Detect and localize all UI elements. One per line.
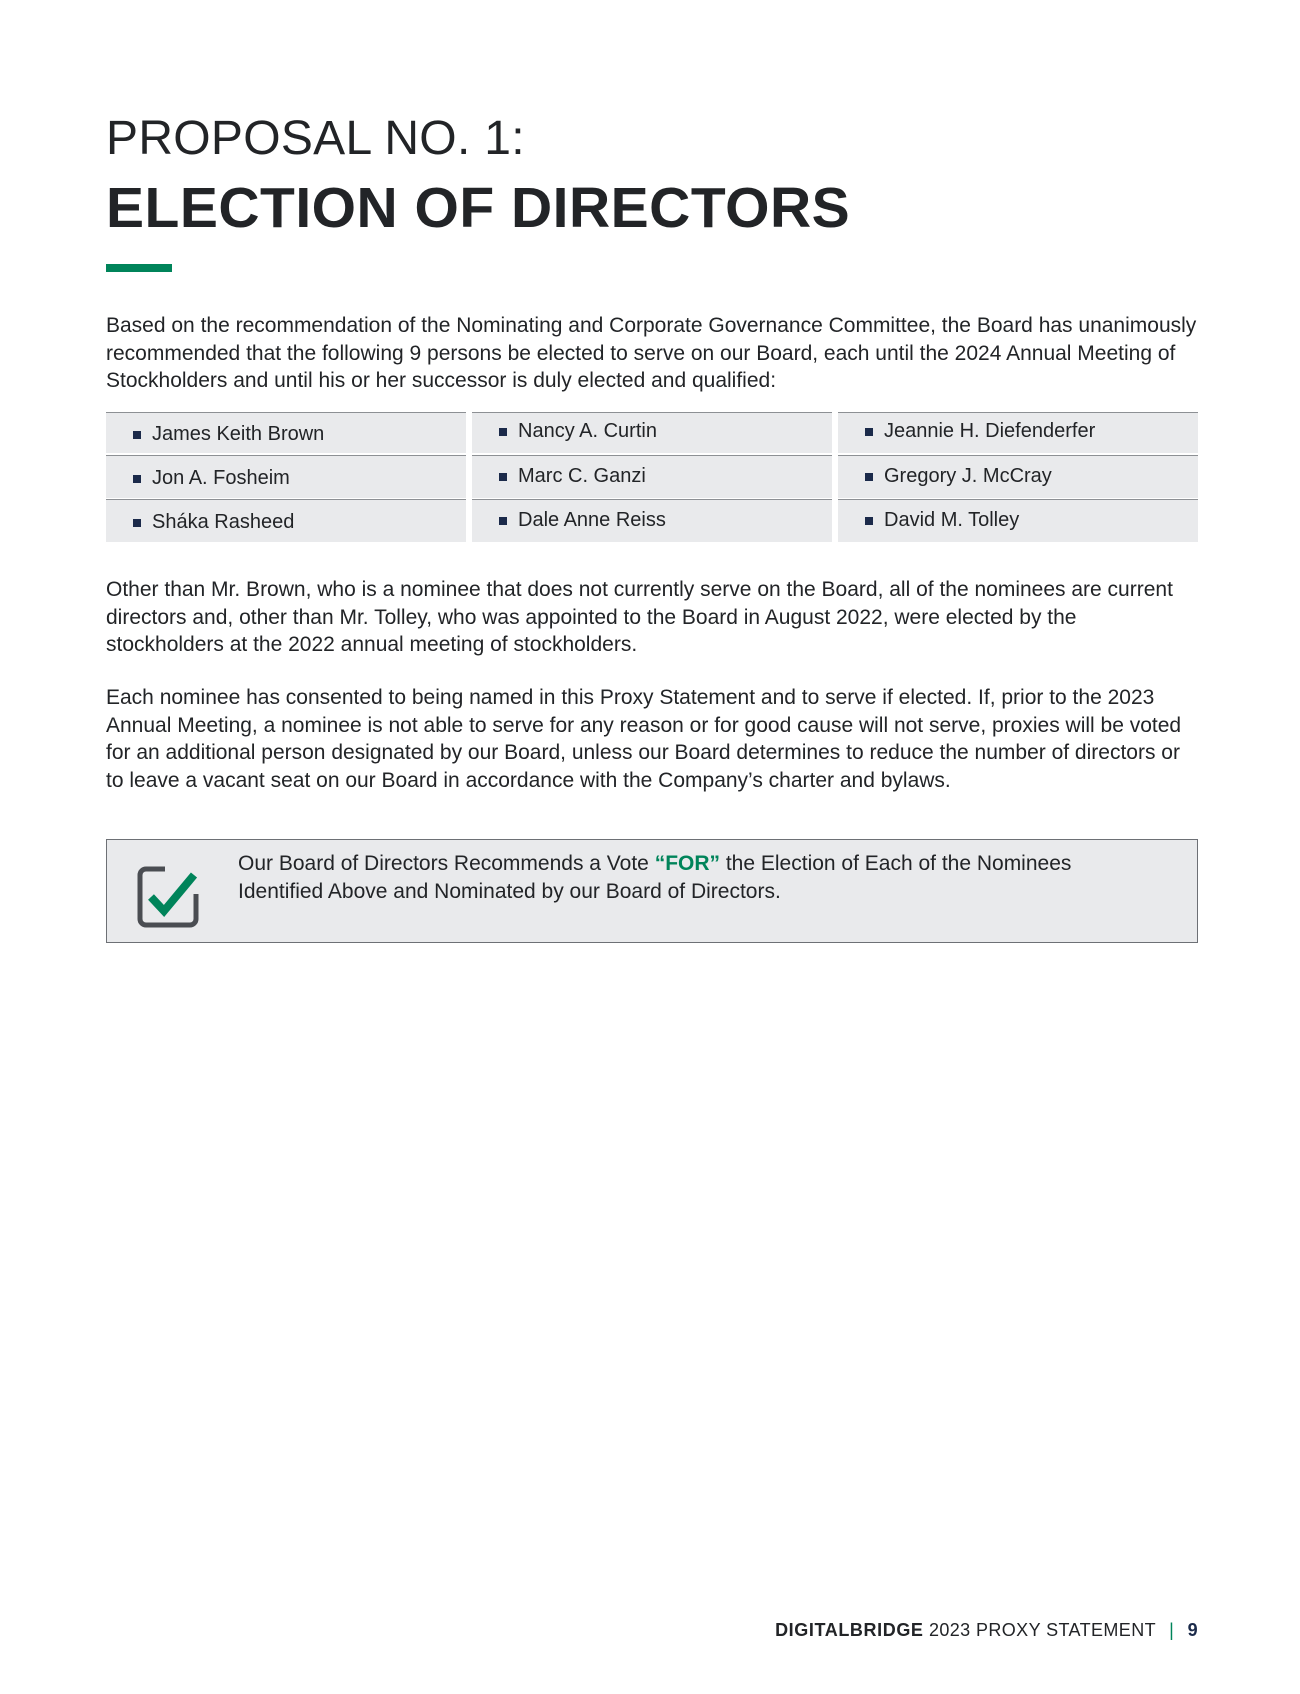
- page-number: 9: [1187, 1620, 1198, 1640]
- nominee-name: Jeannie H. Diefenderfer: [884, 420, 1096, 442]
- nominee-column-2: [472, 412, 832, 542]
- footer-brand: DIGITALBRIDGE: [775, 1620, 924, 1640]
- recommendation-text-lead: Our Board of Directors Recommends a Vote: [238, 852, 655, 875]
- nominee-name: David M. Tolley: [884, 509, 1020, 531]
- nominee-item: [838, 413, 1198, 453]
- nominee-column-1: [106, 412, 466, 542]
- nominee-item: [472, 413, 832, 453]
- square-bullet-icon: [499, 517, 507, 525]
- nominee-item: [106, 499, 466, 542]
- recommendation-text: [238, 850, 1158, 905]
- nominee-name: Marc C. Ganzi: [518, 465, 646, 487]
- square-bullet-icon: [499, 428, 507, 436]
- nominee-name: Jon A. Fosheim: [152, 467, 290, 489]
- heading-accent-rule: [106, 264, 172, 272]
- footer-document-title: 2023 PROXY STATEMENT: [928, 1620, 1156, 1640]
- square-bullet-icon: [499, 473, 507, 481]
- square-bullet-icon: [865, 428, 873, 436]
- nominee-item: [472, 499, 832, 542]
- nominee-name: Sháka Rasheed: [152, 511, 295, 533]
- intro-paragraph: Based on the recommendation of the Nominating and Corporate Governance Committee, the Board has unanimously recommended that the following 9 persons be elected to serve on our Board, each until the 2024 Annual Meeting of Stockholders and until his or her successor is duly elected and qualified:: [106, 314, 1197, 392]
- nominee-status-paragraph: Other than Mr. Brown, who is a nominee that does not currently serve on the Board, all of the nominees are current directors and, other than Mr. Tolley, who was appointed to the Board in August 2022, were elected by the stockholders at the 2022 annual meeting of stockholders.: [106, 578, 1173, 656]
- nominee-name: Nancy A. Curtin: [518, 420, 657, 442]
- square-bullet-icon: [865, 517, 873, 525]
- checkbox-check-icon: [137, 864, 201, 928]
- board-recommendation-box: [106, 839, 1198, 943]
- recommendation-text-tail: the Election of Each of the Nominees Identified Above and Nominated by our Board of Directors.: [238, 852, 1072, 903]
- footer-separator: |: [1169, 1620, 1175, 1640]
- proposal-number-heading: PROPOSAL NO. 1:: [106, 112, 525, 165]
- vote-for-emphasis: “FOR”: [654, 852, 721, 875]
- nominee-name: James Keith Brown: [152, 423, 325, 445]
- square-bullet-icon: [133, 475, 141, 483]
- square-bullet-icon: [865, 473, 873, 481]
- consent-paragraph: Each nominee has consented to being named in this Proxy Statement and to serve if elected. If, prior to the 2023 Annual Meeting, a nominee is not able to serve for any reason or for good cause will not serve, proxies will be voted for an additional person designated by our Board, unless our Board determines to reduce the number of directors or to leave a vacant seat on our Board in accordance with the Company’s charter and bylaws.: [106, 686, 1182, 792]
- nominee-item: [838, 455, 1198, 498]
- nominee-item: [106, 413, 466, 453]
- square-bullet-icon: [133, 431, 141, 439]
- proposal-title-heading: ELECTION OF DIRECTORS: [106, 176, 851, 240]
- nominee-item: [106, 455, 466, 498]
- page-footer: [775, 1620, 1198, 1641]
- nominee-table: [106, 412, 1198, 542]
- nominee-name: Dale Anne Reiss: [518, 509, 666, 531]
- nominee-column-3: [838, 412, 1198, 542]
- square-bullet-icon: [133, 519, 141, 527]
- nominee-item: [838, 499, 1198, 542]
- nominee-name: Gregory J. McCray: [884, 465, 1052, 487]
- nominee-item: [472, 455, 832, 498]
